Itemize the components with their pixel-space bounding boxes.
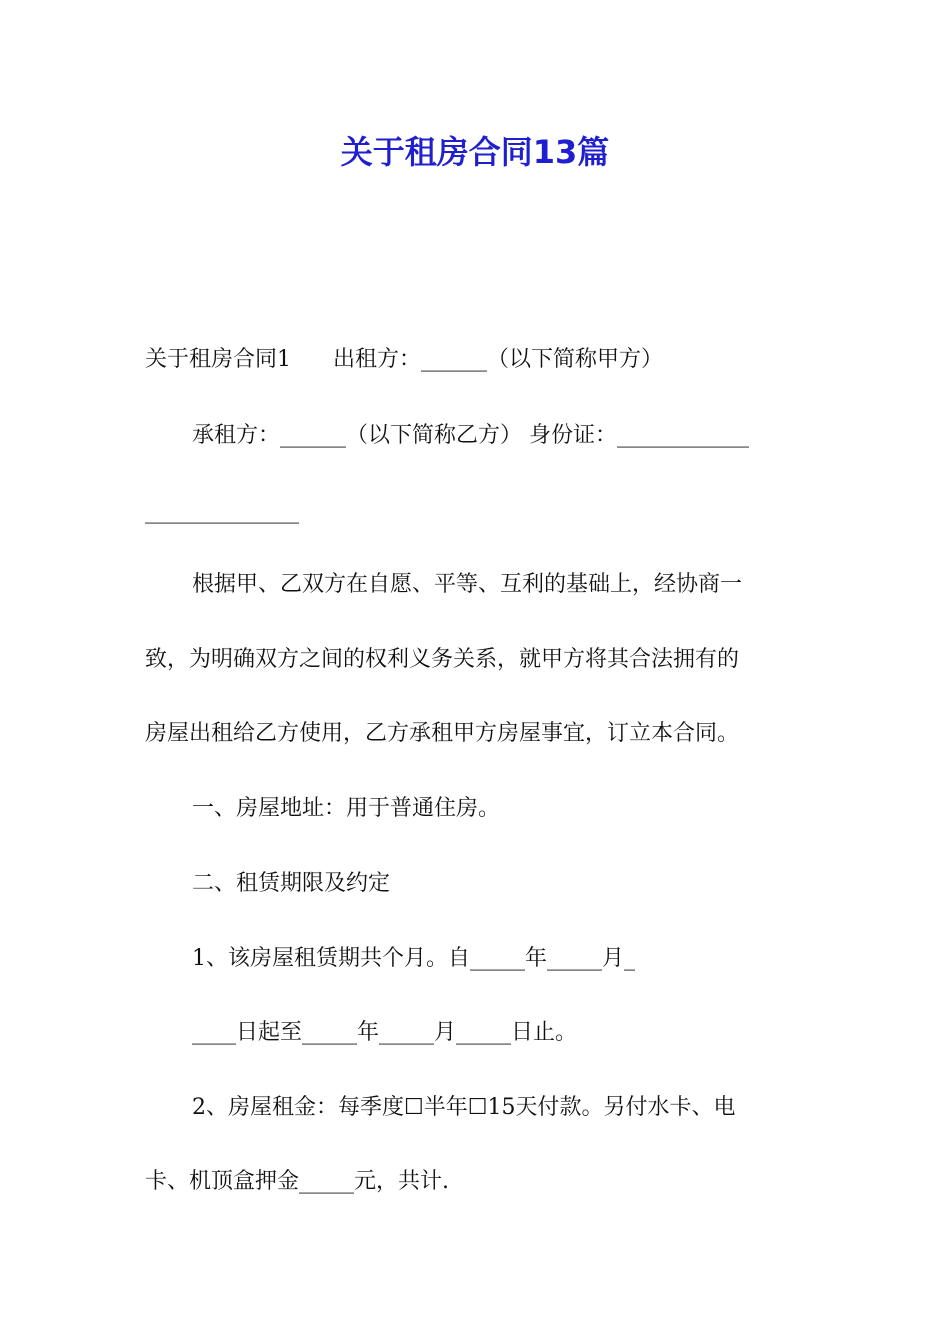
clause-rent-line-2: 卡、机顶盒押金_____元，共计. <box>145 1169 449 1194</box>
clause-lease-term-heading: 二、租赁期限及约定 <box>192 871 391 896</box>
id-blank-line: ______________ <box>145 499 299 524</box>
clause-rent-line-1: 2、房屋租金：每季度☐半年☐15天付款。另付水卡、电 <box>192 1095 736 1120</box>
document-title: 关于租房合同13篇 <box>340 133 610 171</box>
contract-heading-line: 关于租房合同1 出租方：______（以下简称甲方） <box>145 347 663 372</box>
preamble-line-1: 根据甲、乙双方在自愿、平等、互利的基础上，经协商一 <box>192 572 743 597</box>
preamble-line-2: 致，为明确双方之间的权利义务关系，就甲方将其合法拥有的 <box>145 647 740 672</box>
clause-address: 一、房屋地址：用于普通住房。 <box>192 796 501 821</box>
clause-lease-term-line-1: 1、该房屋租赁期共个月。自_____年_____月_ <box>192 946 635 971</box>
clause-lease-term-line-2: ____日起至_____年_____月_____日止。 <box>192 1020 578 1045</box>
tenant-line: 承租方：______（以下简称乙方） 身份证：____________ <box>192 423 749 448</box>
preamble-line-3: 房屋出租给乙方使用，乙方承租甲方房屋事宜，订立本合同。 <box>145 721 740 746</box>
